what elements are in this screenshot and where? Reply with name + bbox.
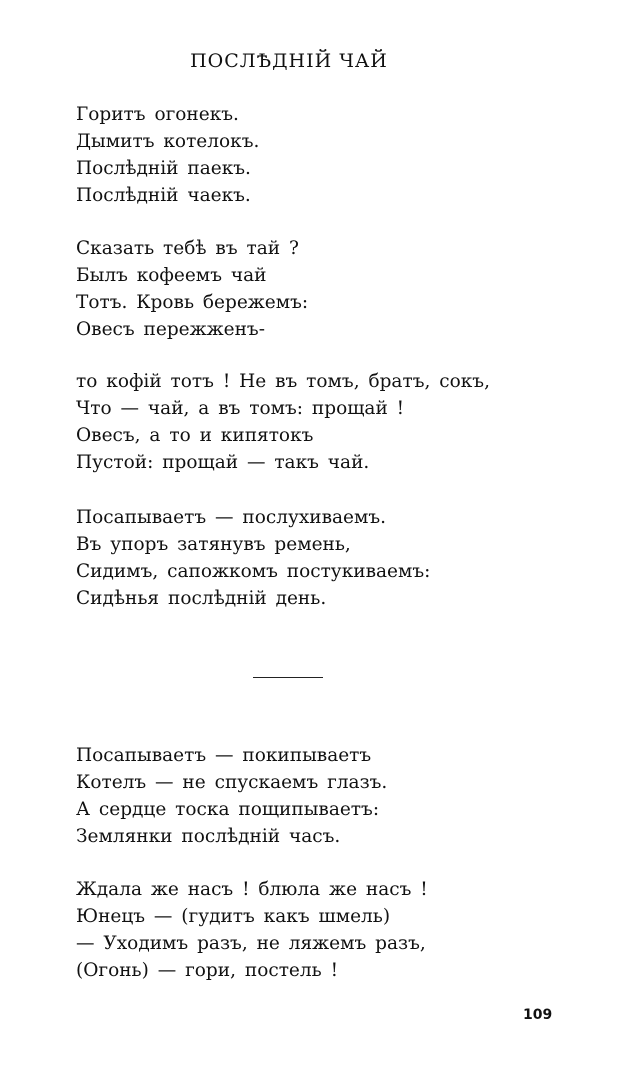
poem-line: Сказать тебѣ въ тай ? xyxy=(76,238,299,259)
poem-line: Ждала же насъ ! блюла же насъ ! xyxy=(76,879,428,900)
stanza-1 xyxy=(76,101,259,209)
poem-line: то кофій тотъ ! Не въ томъ, братъ, сокъ, xyxy=(76,371,490,392)
poem-line: Овесъ, а то и кипятокъ xyxy=(76,425,314,446)
poem-line: Послѣдній паекъ. xyxy=(76,158,251,179)
poem-line: Былъ кофеемъ чай xyxy=(76,265,267,286)
stanza-3 xyxy=(76,368,490,476)
poem-line: Землянки послѣдній часъ. xyxy=(76,826,341,847)
poem-line: (Огонь) — гори, постель ! xyxy=(76,960,339,981)
poem-line: Юнецъ — (гудитъ какъ шмель) xyxy=(76,906,391,927)
poem-line: Сидимъ, сапожкомъ постукиваемъ: xyxy=(76,561,431,582)
poem-line: Горитъ огонекъ. xyxy=(76,104,239,125)
poem-line: Пустой: прощай — такъ чай. xyxy=(76,452,370,473)
stanza-5 xyxy=(76,742,387,850)
poem-line: Посапываетъ — покипываетъ xyxy=(76,745,372,766)
poem-line: Послѣдній чаекъ. xyxy=(76,185,251,206)
poem-line: Посапываетъ — послухиваемъ. xyxy=(76,507,387,528)
poem-line: Тотъ. Кровь бережемъ: xyxy=(76,292,309,313)
poem-line: Сидѣнья послѣдній день. xyxy=(76,588,327,609)
page-number: 109 xyxy=(523,1007,553,1023)
poem-line: Что — чай, а въ томъ: прощай ! xyxy=(76,398,405,419)
poem-line: А сердце тоска пощипываетъ: xyxy=(76,799,380,820)
poem-line: Въ упоръ затянувъ ремень, xyxy=(76,534,351,555)
poem-line: Дымитъ котелокъ. xyxy=(76,131,260,152)
stanza-4 xyxy=(76,504,430,612)
stanza-2 xyxy=(76,235,308,343)
poem-line: Овесъ пережженъ- xyxy=(76,319,265,340)
section-divider xyxy=(253,677,323,678)
stanza-6 xyxy=(76,876,428,984)
poem-line: — Уходимъ разъ, не ляжемъ разъ, xyxy=(76,933,426,954)
poem-title: ПОСЛѢДНІЙ ЧАЙ xyxy=(190,50,388,72)
poem-line: Котелъ — не спускаемъ глазъ. xyxy=(76,772,388,793)
